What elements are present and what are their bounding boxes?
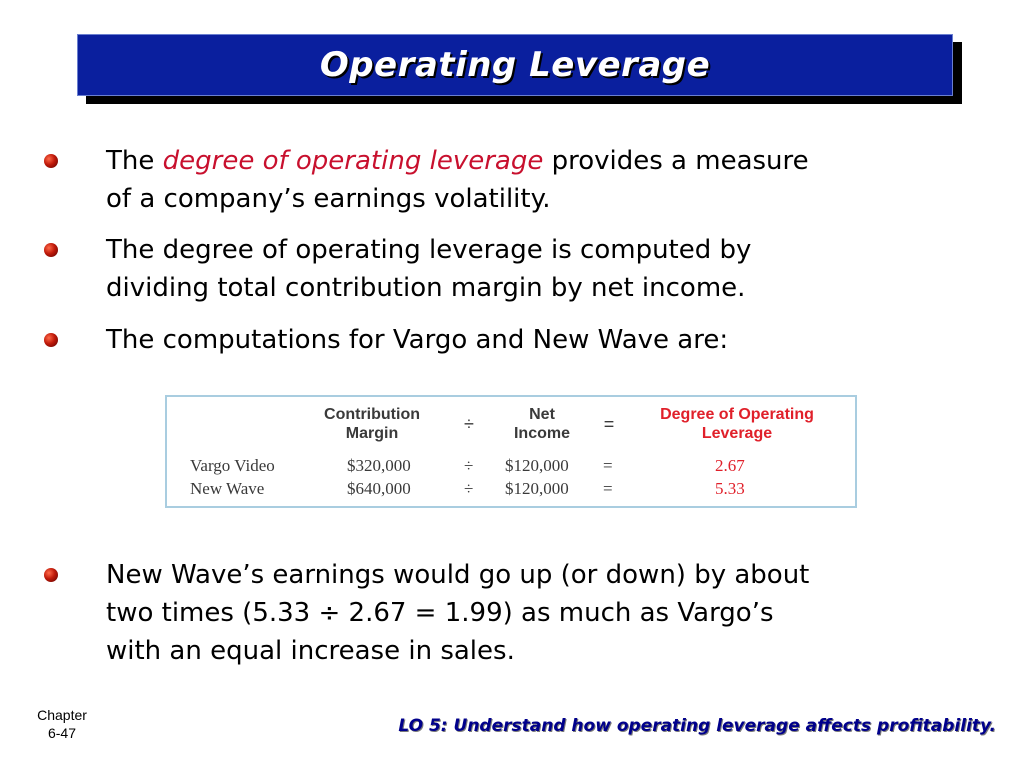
bullet-text-1 bbox=[106, 142, 966, 218]
chapter-word: Chapter bbox=[37, 707, 87, 723]
bullet-icon bbox=[44, 568, 58, 582]
row-divide-sign: ÷ bbox=[464, 456, 474, 475]
bullet-1-line-1 bbox=[106, 142, 966, 180]
row-equals-sign: = bbox=[603, 479, 613, 498]
learning-objective: LO 5: Understand how operating leverage affects profitability. bbox=[398, 716, 996, 736]
header-ni-line-1: Net bbox=[529, 406, 555, 423]
bullet-icon bbox=[44, 333, 58, 347]
bullet-4-line-2: two times (5.33 ÷ 2.67 = 1.99) as much as Vargo’s bbox=[106, 598, 774, 628]
header-cm-line-1: Contribution bbox=[324, 406, 420, 423]
header-contribution-margin bbox=[307, 405, 437, 443]
bullet-4-line-1: New Wave’s earnings would go up (or down) by about bbox=[106, 560, 810, 590]
row-company: Vargo Video bbox=[190, 456, 275, 475]
row-divide-sign: ÷ bbox=[464, 479, 474, 498]
header-cm-line-2: Margin bbox=[345, 425, 399, 442]
row-contribution-margin: $640,000 bbox=[347, 479, 411, 498]
bullet-1-post: provides a measure bbox=[543, 146, 809, 176]
chapter-label bbox=[22, 706, 102, 742]
row-dol-value: 5.33 bbox=[715, 479, 745, 498]
row-net-income: $120,000 bbox=[505, 456, 569, 475]
slide-title: Operating Leverage bbox=[319, 45, 711, 85]
row-dol-value: 2.67 bbox=[715, 456, 745, 475]
row-net-income: $120,000 bbox=[505, 479, 569, 498]
header-divide-sign: ÷ bbox=[464, 414, 474, 434]
dol-table bbox=[165, 395, 857, 508]
row-company: New Wave bbox=[190, 479, 265, 498]
row-contribution-margin: $320,000 bbox=[347, 456, 411, 475]
bullet-item-2 bbox=[44, 231, 944, 311]
bullet-text-3 bbox=[106, 321, 966, 359]
bullet-item-1 bbox=[44, 142, 944, 222]
bullet-text-4 bbox=[106, 556, 966, 670]
header-equals-sign: = bbox=[603, 414, 615, 434]
bullet-3-line-1: The computations for Vargo and New Wave are: bbox=[106, 325, 729, 355]
bullet-2-line-1: The degree of operating leverage is computed by bbox=[106, 235, 752, 265]
header-dol-line-1: Degree of Operating bbox=[660, 406, 814, 423]
header-ni-line-2: Income bbox=[513, 425, 570, 442]
header-degree-of-operating-leverage bbox=[637, 405, 837, 443]
header-net-income bbox=[497, 405, 587, 443]
bullet-1-pre: The bbox=[106, 146, 163, 176]
highlight-term: degree of operating leverage bbox=[162, 146, 544, 176]
bullet-text-2 bbox=[106, 231, 966, 307]
bullet-item-3 bbox=[44, 321, 944, 361]
page-number: 6-47 bbox=[47, 725, 77, 741]
bullet-4-line-3: with an equal increase in sales. bbox=[106, 636, 515, 666]
bullet-2-line-2: dividing total contribution margin by net income. bbox=[106, 273, 746, 303]
bullet-icon bbox=[44, 154, 58, 168]
bullet-item-4 bbox=[44, 556, 944, 672]
bullet-icon bbox=[44, 243, 58, 257]
row-equals-sign: = bbox=[603, 456, 613, 475]
title-banner bbox=[77, 34, 953, 96]
bullet-1-line-2: of a company’s earnings volatility. bbox=[106, 184, 551, 214]
header-dol-line-2: Leverage bbox=[701, 425, 773, 442]
